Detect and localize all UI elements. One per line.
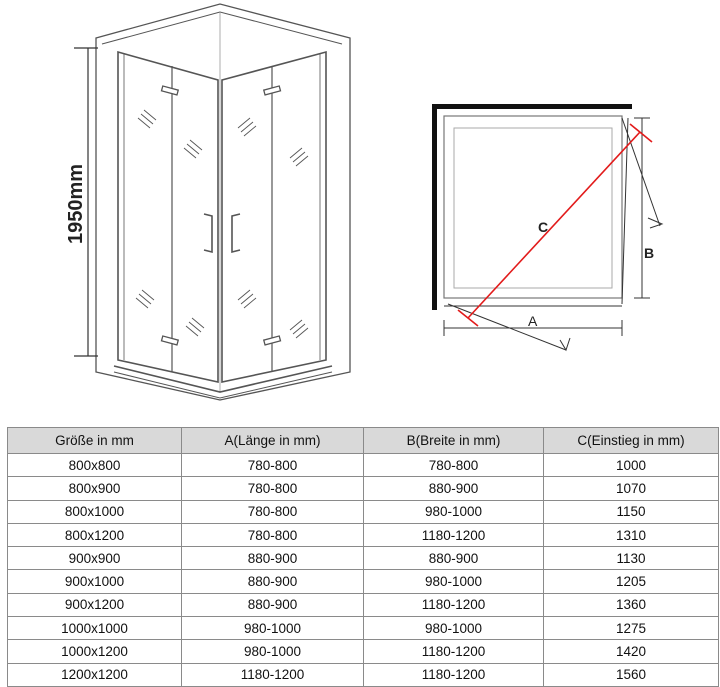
dimension-c-end-bottom: [458, 310, 478, 326]
cell-b: 1180-1200: [364, 523, 544, 546]
cell-b: 1180-1200: [364, 593, 544, 616]
header-size: Größe in mm: [8, 428, 182, 454]
table-row: [8, 500, 719, 523]
cell-a: 780-800: [182, 500, 364, 523]
cell-a: 1180-1200: [182, 663, 364, 686]
cell-a: 980-1000: [182, 640, 364, 663]
table-row: [8, 454, 719, 477]
table-row: [8, 663, 719, 686]
cell-size: 800x1200: [8, 523, 182, 546]
header-c: C(Einstieg in mm): [544, 428, 719, 454]
table-row: [8, 547, 719, 570]
cell-c: 1205: [544, 570, 719, 593]
cell-a: 880-900: [182, 570, 364, 593]
dimension-b-label: B: [644, 245, 655, 261]
dimension-a-label: A: [528, 313, 538, 329]
cell-b: 880-900: [364, 547, 544, 570]
cell-c: 1070: [544, 477, 719, 500]
cell-a: 780-800: [182, 477, 364, 500]
wall-top: [432, 104, 632, 109]
cell-b: 1180-1200: [364, 663, 544, 686]
cell-a: 880-900: [182, 547, 364, 570]
cell-a: 780-800: [182, 454, 364, 477]
cell-b: 780-800: [364, 454, 544, 477]
cell-size: 900x900: [8, 547, 182, 570]
cell-size: 1000x1200: [8, 640, 182, 663]
cell-a: 980-1000: [182, 617, 364, 640]
dimension-c-line: [468, 132, 640, 318]
cell-size: 1000x1000: [8, 617, 182, 640]
table-row: [8, 640, 719, 663]
table-body: [8, 454, 719, 687]
cell-c: 1310: [544, 523, 719, 546]
cell-a: 880-900: [182, 593, 364, 616]
header-a: A(Länge in mm): [182, 428, 364, 454]
cell-c: 1560: [544, 663, 719, 686]
cell-b: 880-900: [364, 477, 544, 500]
cell-size: 800x900: [8, 477, 182, 500]
cell-c: 1360: [544, 593, 719, 616]
cell-b: 980-1000: [364, 617, 544, 640]
cell-a: 780-800: [182, 523, 364, 546]
cell-c: 1000: [544, 454, 719, 477]
swing-arrow-right: [648, 218, 662, 228]
cell-c: 1275: [544, 617, 719, 640]
table-row: [8, 477, 719, 500]
table-row: [8, 523, 719, 546]
table-row: [8, 570, 719, 593]
cell-size: 800x1000: [8, 500, 182, 523]
cell-c: 1130: [544, 547, 719, 570]
dimension-c-label: C: [538, 219, 549, 235]
table-row: [8, 617, 719, 640]
tray-outline: [444, 116, 622, 298]
cell-b: 980-1000: [364, 500, 544, 523]
table-header-row: [8, 428, 719, 454]
cell-c: 1150: [544, 500, 719, 523]
wall-left: [432, 104, 437, 310]
cell-b: 980-1000: [364, 570, 544, 593]
cell-size: 800x800: [8, 454, 182, 477]
cell-size: 900x1200: [8, 593, 182, 616]
bottom-door-swing: [448, 304, 566, 350]
header-b: B(Breite in mm): [364, 428, 544, 454]
table-row: [8, 593, 719, 616]
cell-size: 1200x1200: [8, 663, 182, 686]
size-table: [7, 427, 719, 687]
height-label: 1950mm: [65, 163, 87, 244]
cell-size: 900x1000: [8, 570, 182, 593]
cell-b: 1180-1200: [364, 640, 544, 663]
cell-c: 1420: [544, 640, 719, 663]
tray-inner: [454, 128, 612, 288]
